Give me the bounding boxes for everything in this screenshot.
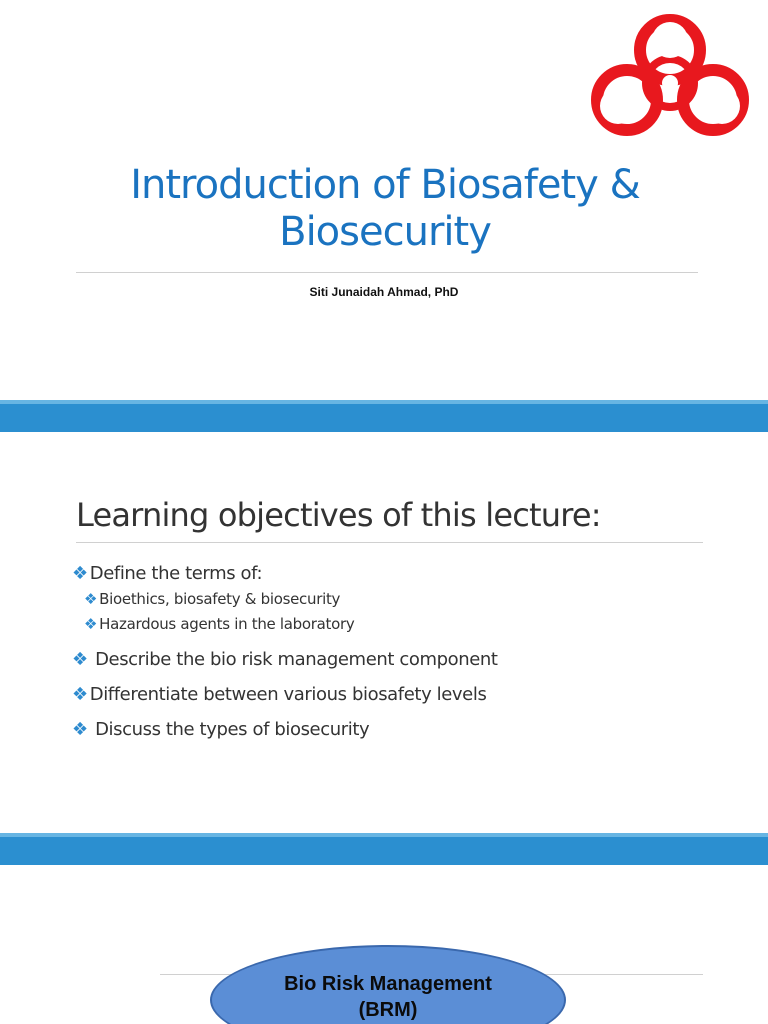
title-line-1: Introduction of Biosafety & [130,162,640,208]
slide-separator [0,833,768,865]
diamond-bullet-icon: ❖ [72,684,88,705]
diamond-bullet-icon: ❖ [84,590,98,608]
diamond-bullet-icon: ❖ [72,649,88,670]
heading-divider [76,542,703,543]
bullet-item [72,563,262,584]
sub-bullet-item [84,615,354,633]
diamond-bullet-icon: ❖ [72,563,88,584]
sub-bullet-item [84,590,340,608]
title-divider [76,272,698,273]
title-line-2: Biosecurity [279,209,491,255]
brm-slide [0,865,768,1024]
bullet-text: Hazardous agents in the laboratory [99,615,355,633]
brm-label-line-1: Bio Risk Management [284,973,492,995]
slide-title [60,162,710,256]
bullet-item [72,719,369,740]
bullet-text: Bioethics, biosafety & biosecurity [99,590,341,608]
bullet-text: Discuss the types of biosecurity [89,719,370,740]
objectives-slide [0,432,768,833]
author-name: Siti Junaidah Ahmad, PhD [309,285,459,299]
brm-oval [210,945,566,1024]
diamond-bullet-icon: ❖ [84,615,98,633]
diamond-bullet-icon: ❖ [72,719,88,740]
bullet-text: Differentiate between various biosafety levels [89,684,487,705]
slide-separator [0,400,768,432]
title-slide [0,0,768,400]
objectives-heading: Learning objectives of this lecture: [76,496,601,534]
bullet-text: Describe the bio risk management component [89,649,498,670]
bullet-item [72,684,486,705]
bullet-item [72,649,498,670]
bullet-text: Define the terms of: [89,563,263,584]
biohazard-icon [582,8,758,140]
brm-label-line-2: (BRM) [358,999,418,1021]
